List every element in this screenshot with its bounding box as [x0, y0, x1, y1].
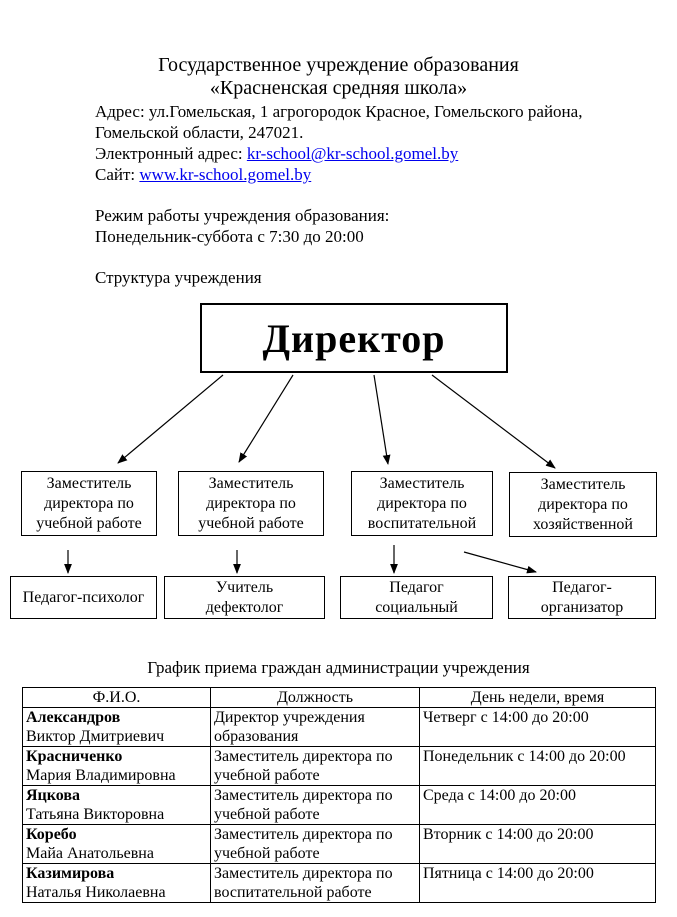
column-header-fio: Ф.И.О. [23, 688, 211, 708]
org-box-director: Директор [200, 303, 508, 373]
cell-fio: Яцкова Татьяна Викторовна [23, 786, 211, 825]
table-row [23, 864, 656, 903]
cell-fio: Александров Виктор Дмитриевич [23, 708, 211, 747]
cell-fio: Красниченко Мария Владимировна [23, 747, 211, 786]
arrow-director-deputy1 [118, 375, 223, 463]
table-row [23, 825, 656, 864]
cell-day-time: Понедельник с 14:00 до 20:00 [420, 747, 656, 786]
cell-position: Директор учреждения образования [211, 708, 420, 747]
org-box-deputy-3: Заместитель директора по воспитательной [351, 471, 493, 536]
email-link[interactable]: kr-school@kr-school.gomel.by [246, 144, 459, 163]
org-box-deputy-1: Заместитель директора по учебной работе [21, 471, 157, 536]
page-title-line2: «Красненская средняя школа» [209, 77, 468, 99]
address-line1: Адрес: ул.Гомельская, 1 агрогородок Красное, Гомельского района, [95, 102, 583, 121]
work-mode-heading: Режим работы учреждения образования: [95, 206, 390, 225]
cell-position: Заместитель директора по учебной работе [211, 825, 420, 864]
arrow-director-deputy2 [239, 375, 293, 462]
cell-day-time: Среда с 14:00 до 20:00 [420, 786, 656, 825]
site-line [95, 164, 582, 185]
org-box-social-pedagogue: Педагог социальный [340, 576, 493, 619]
reception-table [22, 687, 656, 903]
page-title-line1: Государственное учреждение образования [158, 54, 519, 76]
arrow-deputy3-organizer [464, 552, 536, 572]
cell-position: Заместитель директора по воспитательной работе [211, 864, 420, 903]
org-box-organizer: Педагог- организатор [508, 576, 656, 619]
address-line2: Гомельской области, 247021. [95, 123, 304, 142]
cell-position: Заместитель директора по учебной работе [211, 747, 420, 786]
cell-day-time: Вторник с 14:00 до 20:00 [420, 825, 656, 864]
arrow-director-deputy4 [432, 375, 555, 468]
cell-position: Заместитель директора по учебной работе [211, 786, 420, 825]
cell-day-time: Пятница с 14:00 до 20:00 [420, 864, 656, 903]
site-link[interactable]: www.kr-school.gomel.by [139, 165, 312, 184]
arrow-director-deputy3 [374, 375, 388, 464]
reception-table-title: График приема граждан администрации учреждения [147, 658, 530, 677]
email-line [95, 143, 582, 164]
table-row [23, 747, 656, 786]
org-box-defectologist: Учитель дефектолог [164, 576, 325, 619]
contact-block [95, 101, 582, 185]
work-mode-hours: Понедельник-суббота с 7:30 до 20:00 [95, 227, 364, 246]
column-header-position: Должность [211, 688, 420, 708]
org-box-deputy-4: Заместитель директора по хозяйственной [509, 472, 657, 537]
org-box-deputy-2: Заместитель директора по учебной работе [178, 471, 324, 536]
email-label: Электронный адрес: [95, 144, 247, 163]
cell-fio: Казимирова Наталья Николаевна [23, 864, 211, 903]
cell-day-time: Четверг с 14:00 до 20:00 [420, 708, 656, 747]
cell-fio: Коребо Майа Анатольевна [23, 825, 211, 864]
column-header-day-time: День недели, время [420, 688, 656, 708]
org-box-psychologist: Педагог-психолог [10, 576, 157, 619]
work-mode-block [95, 205, 389, 247]
table-header-row [23, 688, 656, 708]
site-label: Сайт: [95, 165, 140, 184]
table-row [23, 786, 656, 825]
table-row [23, 708, 656, 747]
structure-heading: Структура учреждения [95, 268, 262, 287]
